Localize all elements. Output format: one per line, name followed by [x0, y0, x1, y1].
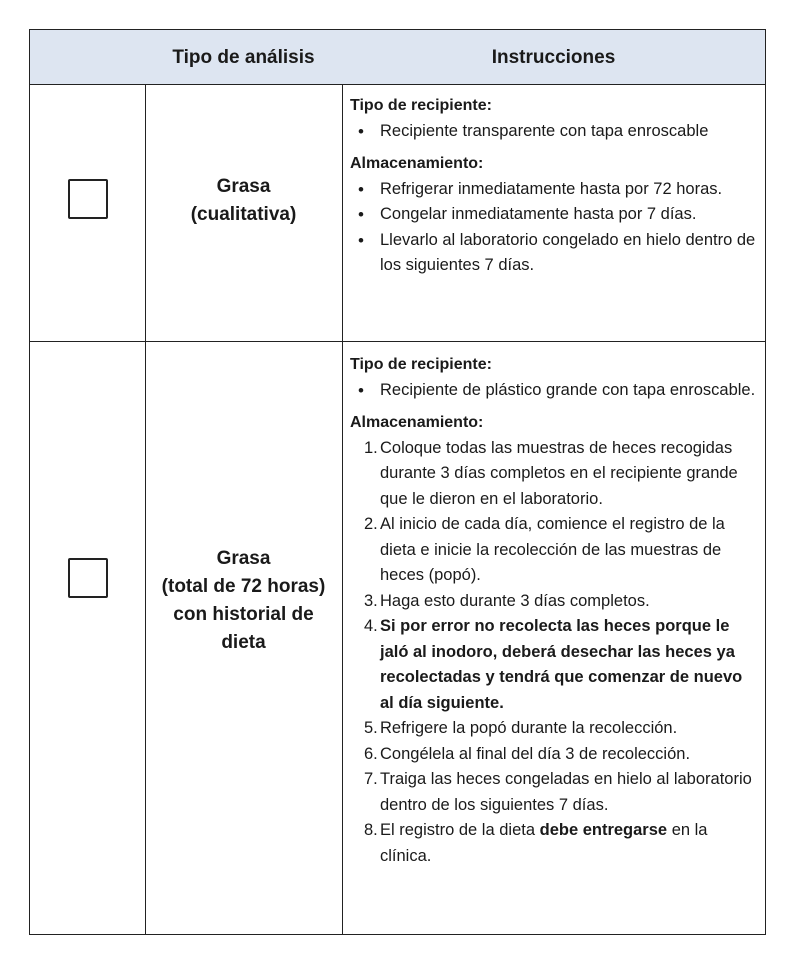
list-item: • Recipiente transparente con tapa enroscable: [350, 119, 760, 145]
container-title: Tipo de recipiente:: [350, 97, 492, 114]
step-item: 1. Coloque todas las muestras de heces recogidas durante 3 días completos en el recipiente grande que le dieron en el laboratorio.: [364, 438, 738, 508]
table-row: [30, 85, 765, 342]
step-item: 7. Traiga las heces congeladas en hielo al laboratorio dentro de los siguientes 7 días.: [364, 770, 752, 814]
list-item: • Recipiente de plástico grande con tapa enroscable.: [350, 378, 760, 404]
header-analysis-type: Tipo de análisis: [172, 46, 315, 68]
storage-section: [350, 410, 760, 869]
container-section: [350, 352, 760, 403]
checkbox[interactable]: [68, 558, 108, 598]
list-item: • Llevarlo al laboratorio congelado en hielo dentro de los siguientes 7 días.: [350, 228, 760, 279]
step-item: 6. Congélela al final del día 3 de recolección.: [364, 744, 691, 763]
storage-section: [350, 151, 760, 279]
analysis-table: [29, 29, 766, 935]
header-instructions: Instrucciones: [491, 46, 616, 68]
analysis-name: Grasa (total de 72 horas) con historial de dieta: [161, 548, 326, 653]
step-item: 2. Al inicio de cada día, comience el registro de la dieta e inicie la recolección de las muestras de heces (popó).: [364, 515, 725, 584]
instructions-cell: [350, 93, 760, 279]
step-item: 8. El registro de la dieta debe entregarse en la clínica.: [364, 821, 708, 865]
container-section: [350, 93, 760, 144]
container-title: Tipo de recipiente:: [350, 356, 492, 373]
step-item: 4. Si por error no recolecta las heces porque le jaló al inodoro, deberá desechar las heces ya recolectadas y tendrá que comenzar de nuevo al día siguiente.: [364, 617, 743, 712]
analysis-name: Grasa (cualitativa): [190, 176, 297, 225]
table-header: [30, 30, 765, 85]
checkbox[interactable]: [68, 179, 108, 219]
list-item: • Congelar inmediatamente hasta por 7 días.: [350, 202, 760, 228]
instructions-cell: [350, 352, 760, 869]
step-item: 5. Refrigere la popó durante la recolección.: [364, 719, 678, 737]
list-item: • Refrigerar inmediatamente hasta por 72 horas.: [350, 177, 760, 203]
storage-title: Almacenamiento:: [350, 155, 484, 172]
storage-title: Almacenamiento:: [350, 414, 484, 431]
table-row: [30, 342, 765, 934]
step-item: 3. Haga esto durante 3 días completos.: [364, 591, 650, 610]
